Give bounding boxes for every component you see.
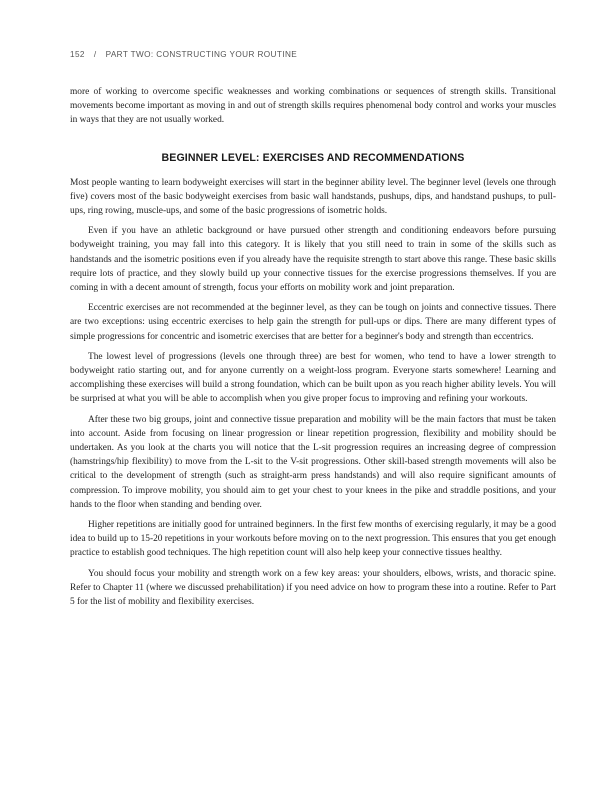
running-head-section: PART TWO: CONSTRUCTING YOUR ROUTINE <box>105 50 298 59</box>
running-head-separator: / <box>93 50 97 59</box>
paragraph-6: Higher repetitions are initially good for untrained beginners. In the first few months of exercising regularly, it may be a good idea to build up to 15-20 repetitions in your workouts before moving on to the next progression. This ensures that you get enough practice to establish good techniques. The high repetition count will also help keep your connective tissues healthy. <box>70 520 557 559</box>
paragraph-3: Eccentric exercises are not recommended at the beginner level, as they can be tough on joints and connective tissues. There are two exceptions: using eccentric exercises to help gain the strength for pull-ups or dips. There are many different types of simple progressions for concentric and isometric exercises that are better for a beginner's body and strength than eccentrics. <box>70 303 556 342</box>
page-number: 152 <box>70 50 85 59</box>
body-text <box>70 85 556 615</box>
paragraph-7: You should focus your mobility and strength work on a few key areas: your shoulders, elbows, wrists, and thoracic spine. Refer to Chapter 11 (where we discussed prehabilitation) if you need advice on how to program these into a routine. Refer to Part 5 for the list of mobility and flexibility exercises. <box>70 568 556 608</box>
paragraph-4: The lowest level of progressions (levels one through three) are best for women, who tend to have a lower strength to bodyweight ratio starting out, and for anyone currently on a weight-loss program. Everyone starts somewhere! Learning and accomplishing these exercises will build a strong foundation, which can be built upon as you reach higher ability levels. You will be surprised at what you will be able to accomplish when you give proper focus to improving and refining your workouts. <box>70 351 556 405</box>
paragraph-1: Most people wanting to learn bodyweight exercises will start in the beginner ability level. The beginner level (levels one through five) covers most of the basic bodyweight exercises from basic wall handstands, pushups, dips, and handstand pushups, to pull-ups, ring rowing, muscle-ups, and some of the basic progressions of isometric holds. <box>70 177 556 217</box>
intro-paragraph: more of working to overcome specific weaknesses and working combinations or sequences of strength skills. Transitional movements become important as moving in and out of strength skills requires phenomenal body control and works your muscles in ways that they are not usually worked. <box>70 87 556 126</box>
paragraph-5: After these two big groups, joint and connective tissue preparation and mobility will be the main factors that must be taken into account. Aside from focusing on linear progression or linear repetition progression, flexibility and mobility should be undertaken. As you look at the charts you will notice that the L-sit progression requires an increasing degree of compression (hamstrings/hip flexibility) to move from the L-sit to the V-sit progressions. Other skill-based strength movements will also be critical to the development of strength (such as straight-arm press handstands) and will also require significant amounts of compression. To improve mobility, you should aim to get your chest to your knees in the pike and straddle positions, and your hands to the floor when standing and bending over. <box>70 414 556 510</box>
running-head <box>70 50 297 59</box>
section-heading: BEGINNER LEVEL: EXERCISES AND RECOMMENDATIONS <box>161 151 465 164</box>
paragraph-2: Even if you have an athletic background or have pursued other strength and conditioning endeavors before pursuing bodyweight training, you may fall into this category. It is likely that you still need to train in some of the skills such as handstands and the isometric positions even if you already have the requisite strength to start above this range. These basic skills require lots of practice, and they slowly build up your connective tissues for the exercise progressions themselves. If you are coming in with a decent amount of strength, focus your efforts on mobility work and joint preparation. <box>70 226 556 294</box>
